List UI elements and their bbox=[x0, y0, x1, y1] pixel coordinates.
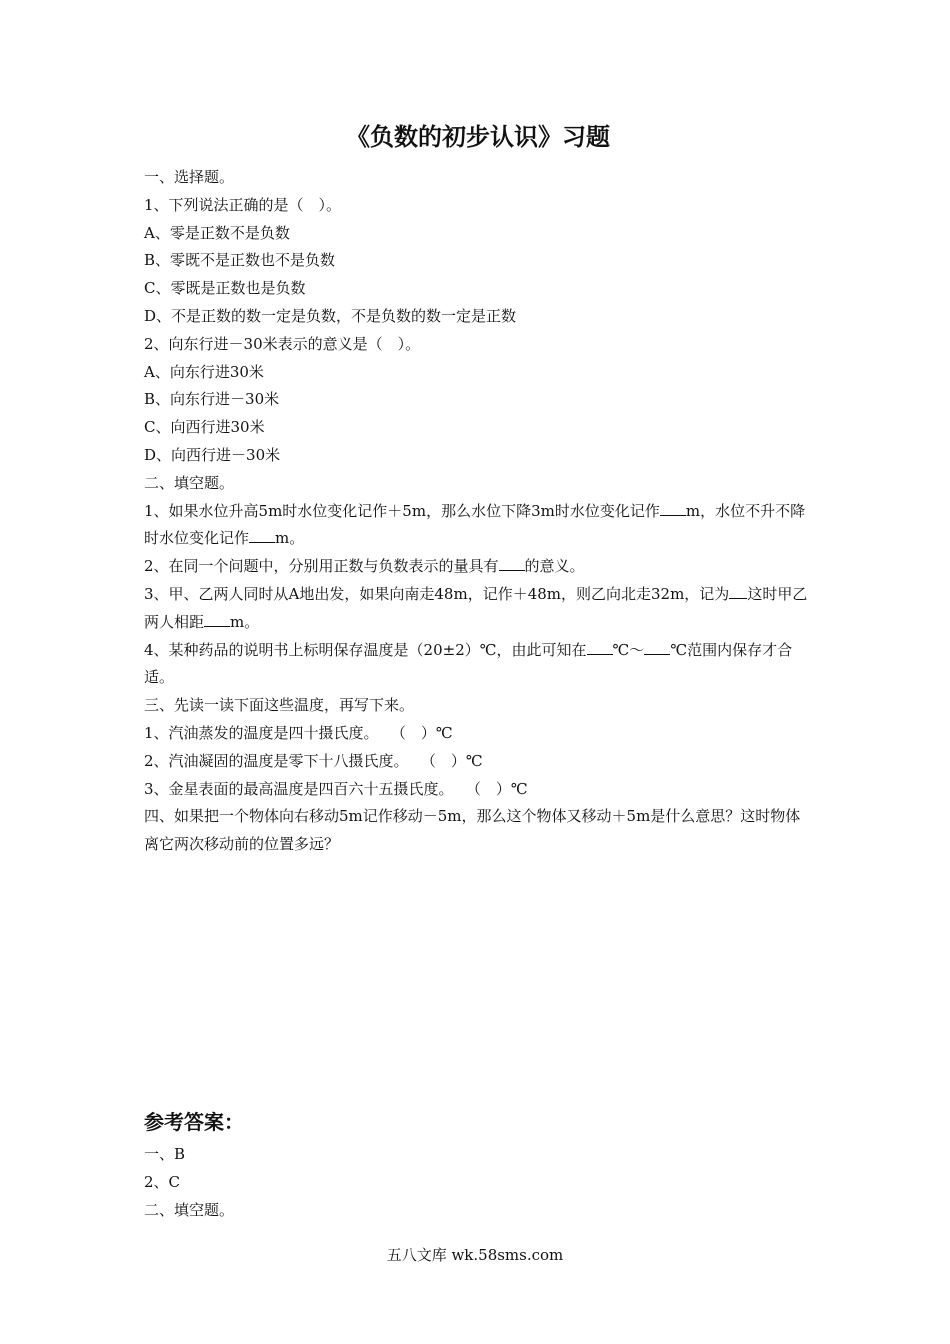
section-heading-choice: 一、选择题。 bbox=[144, 168, 235, 186]
document-body bbox=[144, 118, 812, 1224]
answer-blank bbox=[729, 584, 747, 599]
question-1-option-d: D、不是正数的数一定是负数，不是负数的数一定是正数 bbox=[144, 306, 517, 325]
answer-line-2: 2、C bbox=[144, 1172, 181, 1191]
question-1-option-c: C、零既是正数也是负数 bbox=[144, 279, 306, 298]
question-2-option-d: D、向西行进－30米 bbox=[144, 445, 281, 464]
question-1-stem: 1、下列说法正确的是（ ）。 bbox=[144, 195, 342, 214]
answer-blank bbox=[204, 612, 230, 627]
document-title: 《负数的初步认识》习题 bbox=[346, 123, 610, 151]
answer-line-1: 一、B bbox=[144, 1144, 186, 1163]
question-2-option-b: B、向东行进－30米 bbox=[144, 390, 280, 409]
answer-blank bbox=[499, 556, 525, 571]
reading-item-1: 1、汽油蒸发的温度是四十摄氏度。 （ ）℃ bbox=[144, 723, 453, 742]
section-heading-reading: 三、先读一读下面这些温度，再写下来。 bbox=[144, 696, 415, 715]
answer-blank bbox=[587, 640, 613, 655]
question-2-stem: 2、向东行进－30米表示的意义是（ ）。 bbox=[144, 334, 421, 353]
fill-question-2: 2、在同一个问题中，分别用正数与负数表示的量具有 的意义。 bbox=[144, 557, 585, 576]
section-heading-fill: 二、填空题。 bbox=[144, 473, 235, 492]
section-4-question: 四、如果把一个物体向右移动5m记作移动－5m，那么这个物体又移动＋5m是什么意思？这时物体离它两次移动前的位置多远？ bbox=[144, 807, 801, 854]
question-2-option-c: C、向西行进30米 bbox=[144, 418, 265, 437]
question-1-option-b: B、零既不是正数也不是负数 bbox=[144, 251, 336, 270]
reading-item-2: 2、汽油凝固的温度是零下十八摄氏度。 （ ）℃ bbox=[144, 751, 483, 770]
fill-question-1: 1、如果水位升高5m时水位变化记作＋5m，那么水位下降3m时水位变化记作 m，水位不升不降时水位变化记作 m。 bbox=[144, 501, 806, 548]
answer-line-3: 二、填空题。 bbox=[144, 1200, 235, 1219]
fill-question-4: 4、某种药品的说明书上标明保存温度是（20±2）℃，由此可知在 ℃～ ℃范围内保存才合适。 bbox=[144, 640, 793, 687]
footer-watermark: 五八文库 wk.58sms.com bbox=[386, 1246, 564, 1264]
answer-space bbox=[144, 859, 812, 1107]
answer-blank bbox=[644, 640, 670, 655]
question-1-option-a: A、零是正数不是负数 bbox=[144, 223, 290, 242]
reading-item-3: 3、金星表面的最高温度是四百六十五摄氏度。 （ ）℃ bbox=[144, 779, 528, 798]
fill-question-3: 3、甲、乙两人同时从A地出发，如果向南走48m，记作＋48m，则乙向北走32m，记为 这时甲乙两人相距 m。 bbox=[144, 584, 808, 631]
answer-blank bbox=[660, 501, 686, 516]
answers-heading: 参考答案： bbox=[144, 1109, 244, 1134]
question-2-option-a: A、向东行进30米 bbox=[144, 362, 264, 381]
answer-blank bbox=[249, 528, 275, 543]
